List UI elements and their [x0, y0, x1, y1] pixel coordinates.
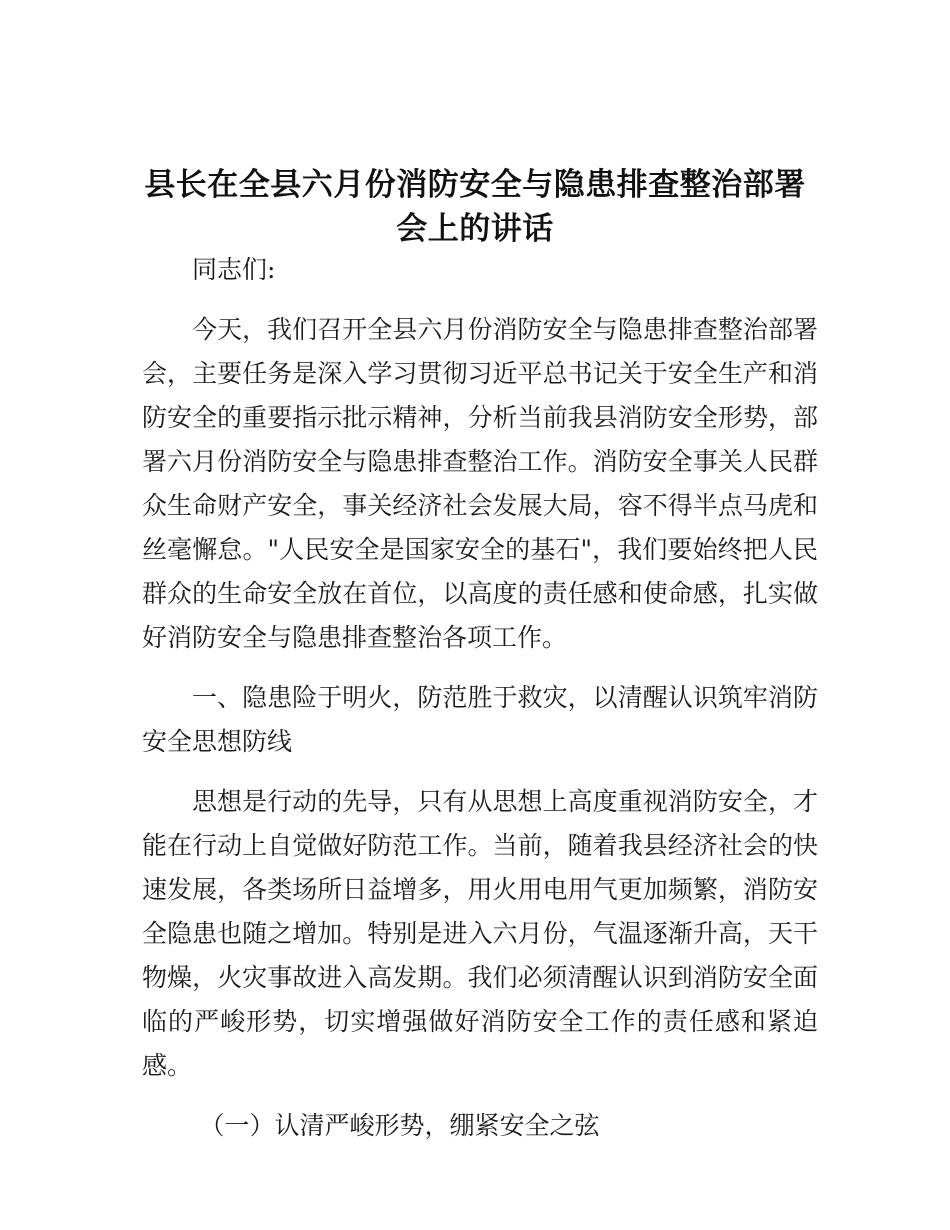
section-heading-1: 一、隐患险于明火，防范胜于救灾，以清醒认识筑牢消防安全思想防线	[142, 683, 818, 756]
document-body	[142, 248, 818, 1164]
section-1-paragraph: 思想是行动的先导，只有从思想上高度重视消防安全，才能在行动上自觉做好防范工作。当前，随着我县经济社会的快速发展，各类场所日益增多，用火用电用气更加频繁，消防安全隐患也随之增加。特别是进入六月份，气温逐渐升高，天干物燥，火灾事故进入高发期。我们必须清醒认识到消防安全面临的严峻形势，切实增强做好消防安全工作的责任感和紧迫感。	[142, 787, 818, 1080]
intro-paragraph: 今天，我们召开全县六月份消防安全与隐患排查整治部署会，主要任务是深入学习贯彻习近平总书记关于安全生产和消防安全的重要指示批示精神，分析当前我县消防安全形势，部署六月份消防安全与隐患排查整治工作。消防安全事关人民群众生命财产安全，事关经济社会发展大局，容不得半点马虎和丝毫懈怠。"人民安全是国家安全的基石"，我们要始终把人民群众的生命安全放在首位，以高度的责任感和使命感，扎实做好消防安全与隐患排查整治各项工作。	[142, 315, 818, 652]
document-title: 县长在全县六月份消防安全与隐患排查整治部署会上的讲话	[144, 167, 806, 247]
subheading-1: （一）认清严峻形势，绷紧安全之弦	[199, 1111, 600, 1140]
salutation: 同志们:	[192, 255, 276, 284]
